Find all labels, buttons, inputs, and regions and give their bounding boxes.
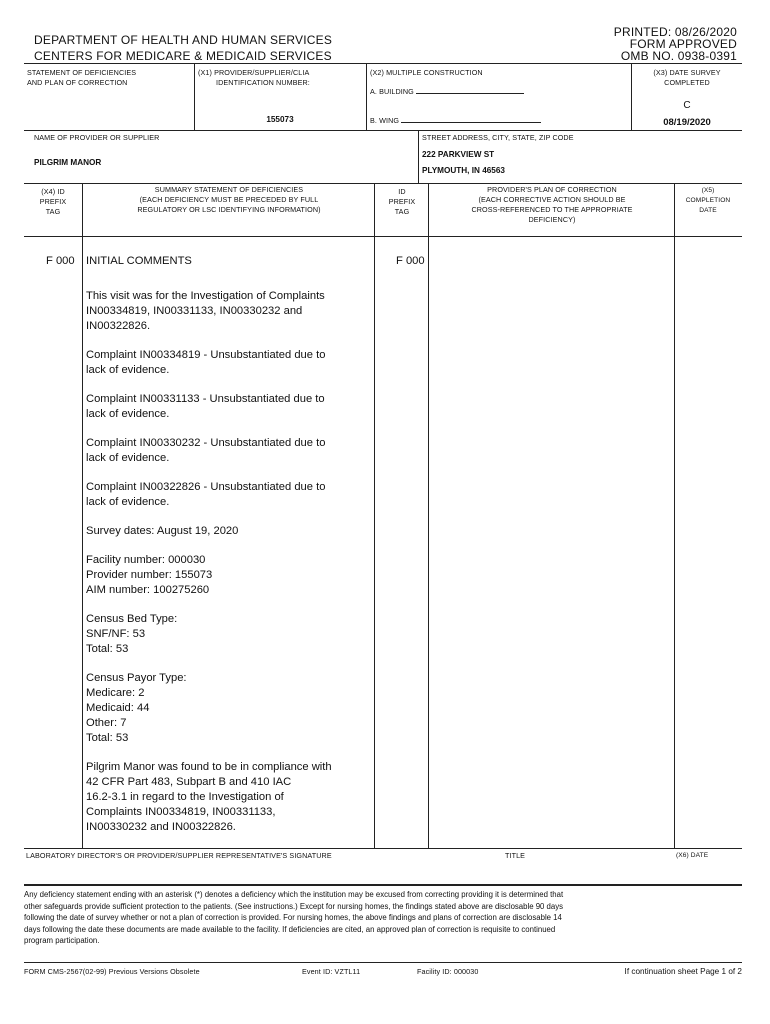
- paragraph: Facility number: 000030 Provider number: 155073 AIM number: 100275260: [86, 554, 213, 596]
- x5-header: (X5) COMPLETION DATE: [685, 187, 731, 214]
- wing-field: B. WING: [370, 114, 541, 126]
- entry-body: [86, 289, 371, 835]
- event-id: Event ID: VZTL11: [302, 967, 361, 976]
- street-address: 222 PARKVIEW ST: [422, 150, 495, 159]
- provider-id-number: 155073: [266, 115, 294, 124]
- x1-label: (X1) PROVIDER/SUPPLIER/CLIA IDENTIFICATION NUMBER:: [198, 68, 310, 87]
- entry-title: INITIAL COMMENTS: [86, 255, 192, 267]
- paragraph: Census Bed Type: SNF/NF: 53 Total: 53: [86, 613, 178, 655]
- paragraph: Pilgrim Manor was found to be in compliance with 42 CFR Part 483, Subpart B and 410 IAC 16.2-3.1 in regard to the Investigation of Complaints IN00334819, IN00331133, IN00330232 and IN00322826.: [86, 761, 332, 833]
- survey-code: C: [683, 100, 691, 111]
- address-label: STREET ADDRESS, CITY, STATE, ZIP CODE: [422, 133, 574, 142]
- printed-date: PRINTED: 08/26/2020: [613, 25, 737, 39]
- deficiency-tag: F 000: [46, 255, 75, 267]
- form-approved: FORM APPROVED: [629, 37, 737, 51]
- id-prefix-header: ID PREFIX TAG: [388, 187, 416, 216]
- signature-label: LABORATORY DIRECTOR'S OR PROVIDER/SUPPLIER REPRESENTATIVE'S SIGNATURE: [26, 851, 332, 860]
- paragraph: Survey dates: August 19, 2020: [86, 525, 239, 537]
- paragraph: This visit was for the Investigation of Complaints IN00334819, IN00331133, IN00330232 and IN00322826.: [86, 290, 325, 332]
- paragraph: Complaint IN00322826 - Unsubstantiated due to lack of evidence.: [86, 481, 326, 508]
- correction-tag: F 000: [396, 255, 425, 267]
- date-label: (X6) DATE: [676, 852, 709, 859]
- title-label: TITLE: [505, 851, 526, 860]
- paragraph: Complaint IN00330232 - Unsubstantiated due to lack of evidence.: [86, 437, 326, 464]
- plan-header: PROVIDER'S PLAN OF CORRECTION (EACH CORRECTIVE ACTION SHOULD BE CROSS-REFERENCED TO THE APPROPRIATE DEFICIENCY): [471, 185, 633, 224]
- page-number: If continuation sheet Page 1 of 2: [624, 967, 742, 976]
- department-title: DEPARTMENT OF HEALTH AND HUMAN SERVICES: [34, 33, 333, 47]
- facility-id: Facility ID: 000030: [417, 967, 479, 976]
- x2-label: (X2) MULTIPLE CONSTRUCTION: [370, 68, 483, 77]
- city-state-zip: PLYMOUTH, IN 46563: [422, 166, 505, 175]
- paragraph: Complaint IN00334819 - Unsubstantiated due to lack of evidence.: [86, 349, 326, 376]
- provider-name-label: NAME OF PROVIDER OR SUPPLIER: [34, 133, 160, 142]
- omb-number: OMB NO. 0938-0391: [620, 49, 737, 63]
- form-number: FORM CMS-2567(02-99) Previous Versions Obsolete: [24, 967, 200, 976]
- summary-header: SUMMARY STATEMENT OF DEFICIENCIES (EACH DEFICIENCY MUST BE PRECEDED BY FULL REGULATORY OR LSC IDENTIFYING INFORMATION): [137, 185, 321, 214]
- survey-date: 08/19/2020: [663, 117, 711, 128]
- x4-header: (X4) ID PREFIX TAG: [39, 187, 67, 216]
- paragraph: Census Payor Type: Medicare: 2 Medicaid: 44 Other: 7 Total: 53: [86, 672, 187, 744]
- building-field: A. BUILDING: [370, 85, 524, 97]
- x3-label: (X3) DATE SURVEY COMPLETED: [653, 68, 721, 87]
- disclaimer: Any deficiency statement ending with an asterisk (*) denotes a deficiency which the institution may be excused from correcting providing it is determined that other safeguards provide sufficient protection to the patients. (See instructions.) Except for nursing homes, the findings stated above are disclosable 90 days following the date of survey whether or not a plan of correction is provided. For nursing homes, the above findings and plans of correction are disclosable 14 days following the date these documents are made available to the facility. If deficiencies are cited, an approved plan of correction is requisite to continued program participation.: [24, 890, 564, 946]
- statement-label: STATEMENT OF DEFICIENCIES AND PLAN OF CORRECTION: [27, 68, 137, 87]
- provider-name: PILGRIM MANOR: [34, 158, 102, 167]
- paragraph: Complaint IN00331133 - Unsubstantiated due to lack of evidence.: [86, 393, 325, 420]
- agency-title: CENTERS FOR MEDICARE & MEDICAID SERVICES: [34, 49, 332, 63]
